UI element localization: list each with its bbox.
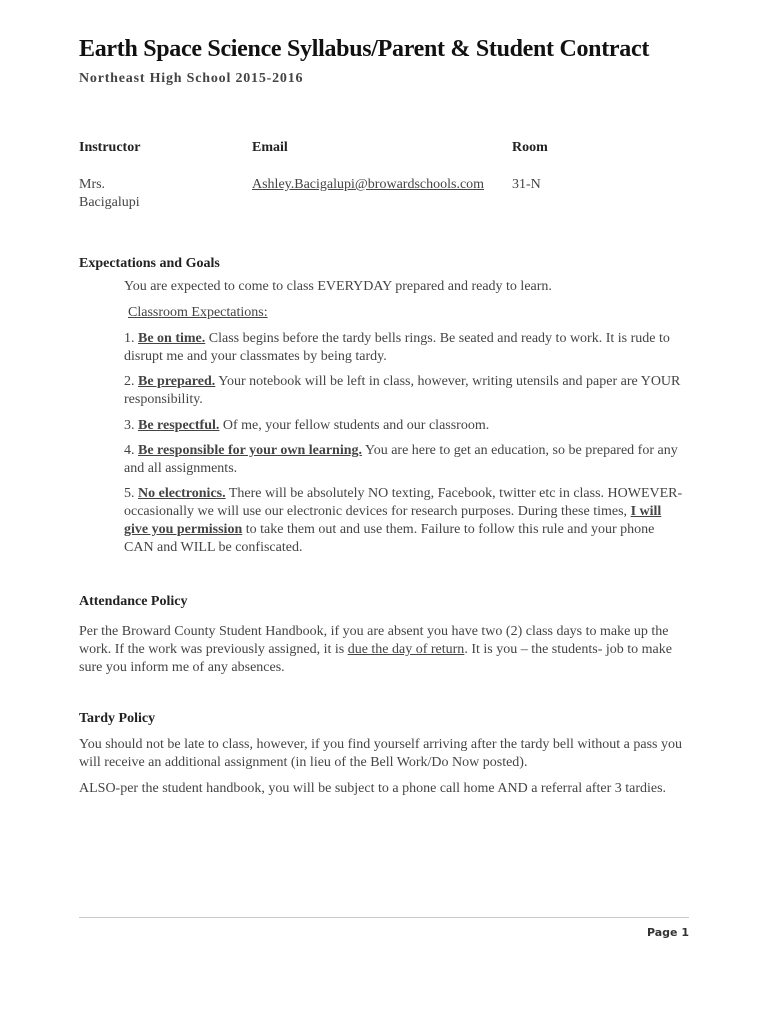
due-day-phrase: due the day of return xyxy=(347,642,465,657)
classroom-expectations-label: Classroom Expectations: xyxy=(128,305,268,320)
expectation-item-2 xyxy=(124,373,684,409)
document-title: Earth Space Science Syllabus/Parent & Student Contract xyxy=(79,36,650,62)
attendance-text-a: Per the Broward County Student Handbook, if you are absent you have two (2) class days to make up the work. If the work was previously assigned, it is xyxy=(79,624,669,657)
expectation-text: There will be absolutely NO texting, Facebook, twitter etc in class. HOWEVER- occasionally we will use our electronic devices for research purposes. During these times, xyxy=(124,486,683,519)
tardy-heading: Tardy Policy xyxy=(79,711,156,726)
instructor-name: Mrs. Bacigalupi xyxy=(79,177,140,210)
expectation-lead: No electronics. xyxy=(138,486,226,501)
expectation-item-5 xyxy=(124,485,684,557)
attendance-heading: Attendance Policy xyxy=(79,594,188,609)
email-cell xyxy=(252,176,492,194)
classroom-expectations-heading xyxy=(128,304,688,322)
item-number: 2. xyxy=(124,374,138,389)
expectation-text: Class begins before the tardy bells rings. Be seated and ready to work. It is rude to disrupt me and your classmates by being tardy. xyxy=(124,331,670,364)
expectation-lead: Be prepared. xyxy=(138,374,216,389)
tardy-paragraph-2: ALSO-per the student handbook, you will be subject to a phone call home AND a referral after 3 tardies. xyxy=(79,781,667,796)
item-number: 5. xyxy=(124,486,138,501)
instructor-header: Instructor xyxy=(79,140,141,155)
expectation-lead: Be responsible for your own learning. xyxy=(138,443,363,458)
attendance-text xyxy=(79,623,689,677)
expectation-text: Of me, your fellow students and our classroom. xyxy=(219,418,490,433)
room-number: 31-N xyxy=(512,177,541,192)
expectation-text: to take them out and use them. Failure to follow this rule and your phone CAN and WILL be confiscated. xyxy=(124,522,655,555)
footer-divider xyxy=(79,917,689,918)
school-year-subtitle: Northeast High School 2015-2016 xyxy=(79,71,304,86)
instructor-email-link[interactable]: Ashley.Bacigalupi@browardschools.com xyxy=(252,177,485,192)
expectation-text: Your notebook will be left in class, however, writing utensils and paper are YOUR responsibility. xyxy=(124,374,681,407)
item-number: 3. xyxy=(124,418,138,433)
item-number: 4. xyxy=(124,443,138,458)
permission-phrase: I will give you permission xyxy=(124,504,662,537)
expectation-item-1 xyxy=(124,330,684,366)
item-number: 1. xyxy=(124,331,138,346)
expectations-heading: Expectations and Goals xyxy=(79,256,220,271)
expectation-item-3 xyxy=(124,417,684,435)
tardy-paragraph-1: You should not be late to class, however, if you find yourself arriving after the tardy bell without a pass you will receive an additional assignment (in lieu of the Bell Work/Do Now posted). xyxy=(79,737,683,770)
room-header: Room xyxy=(512,140,548,155)
email-header: Email xyxy=(252,140,288,155)
attendance-text-b: . It is you – the students- job to make sure you inform me of any absences. xyxy=(79,642,672,675)
page-number: Page 1 xyxy=(646,926,689,939)
expectation-item-4 xyxy=(124,442,684,478)
expectations-intro: You are expected to come to class EVERYDAY prepared and ready to learn. xyxy=(124,279,552,294)
expectation-lead: Be respectful. xyxy=(138,418,220,433)
expectation-text: You are here to get an education, so be prepared for any and all assignments. xyxy=(124,443,678,476)
expectation-lead: Be on time. xyxy=(138,331,206,346)
